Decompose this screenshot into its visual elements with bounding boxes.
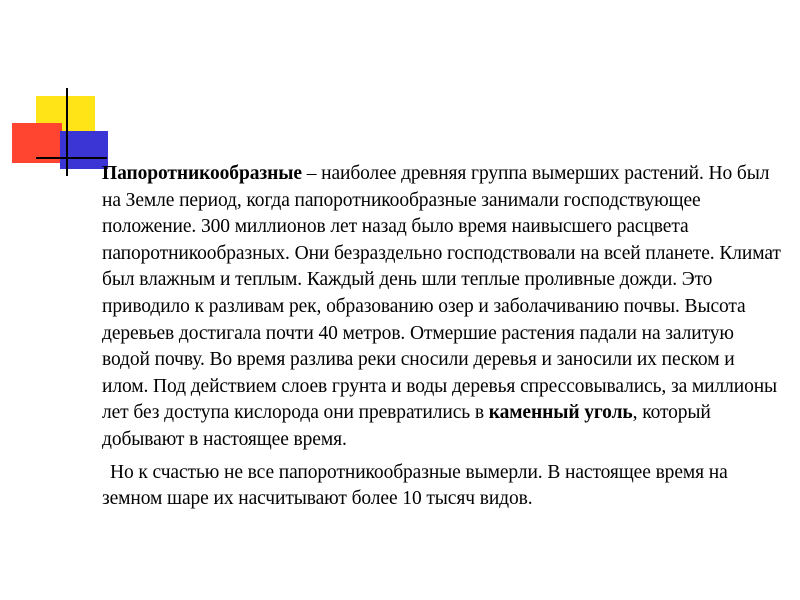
paragraph-fern-history — [102, 161, 782, 454]
emphasis-coal: каменный уголь — [488, 402, 633, 424]
slide-body-text — [102, 161, 782, 513]
term-ferns: Папоротникообразные — [102, 163, 302, 184]
paragraph-fern-today: Но к счастью не все папоротникообразные вымерли. В настоящее время на земном шаре их насчитывают более 10 тысяч видов. — [102, 461, 728, 510]
paragraph-text-part-1: – наиболее древняя группа вымерших растений. Но был на Земле период, когда папоротникообразные занимали господствующее положение. 300 миллионов лет назад было время наивысшего расцвета папоротникообразных. Они безраздельно господствовали на всей планете. Климат был влажным и теплым. Каждый день шли теплые проливные дожди. Это приводило к разливам рек, образованию озер и заболачиванию почвы. Высота деревьев достигала почти 40 метров. Отмершие растения падали на залитую водой почву. Во время разлива реки сносили деревья и заносили их песком и илом. Под действием слоев грунта и воды деревья спрессовывались, за миллионы лет без доступа кислорода они превратились в — [102, 163, 781, 424]
paragraph-text-part-2: , который добывают в настоящее время. — [102, 402, 711, 450]
